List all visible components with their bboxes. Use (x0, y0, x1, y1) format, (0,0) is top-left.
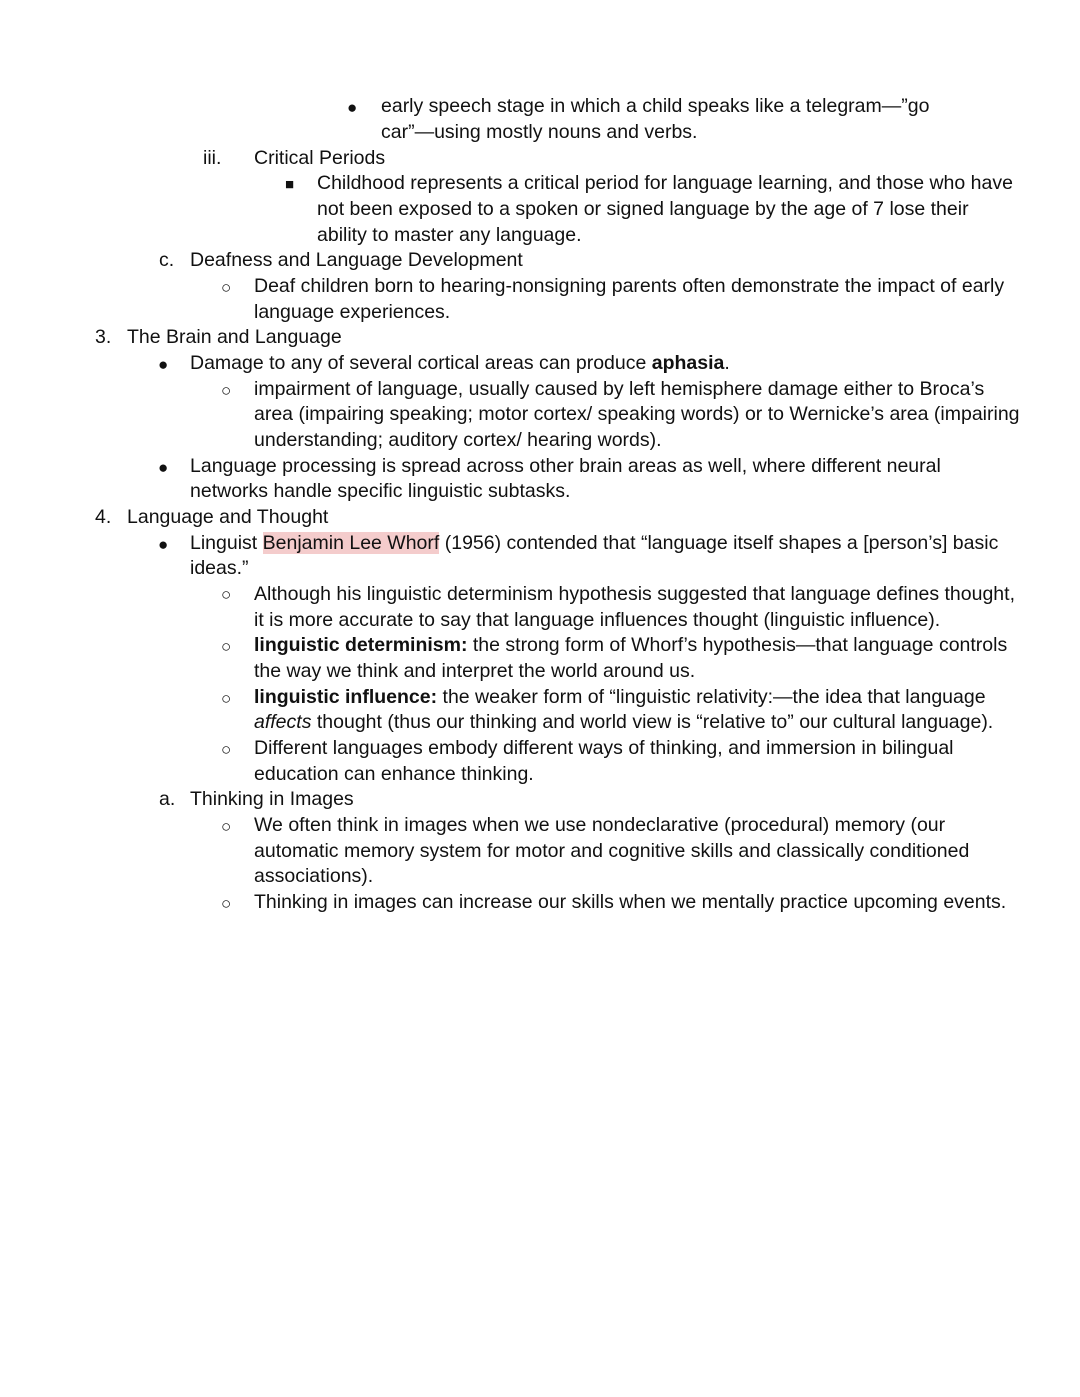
list-item-line: associations). (254, 865, 374, 887)
text-run: Damage to any of several cortical areas can produce (190, 352, 652, 374)
list-item-line: networks handle specific linguistic subtasks. (190, 480, 571, 502)
text-run: . (724, 352, 730, 374)
text-run: thought (thus our thinking and world view is “relative to” our cultural language). (311, 711, 994, 733)
list-item-heading: Critical Periods (254, 147, 386, 169)
list-item-line (190, 531, 998, 557)
list-item-line (254, 633, 1007, 659)
list-item-line: ability to master any language. (317, 224, 582, 246)
list-marker-letter: c. (159, 249, 175, 271)
list-item-line: not been exposed to a spoken or signed language by the age of 7 lose their (317, 198, 969, 220)
emphasis-affects: affects (254, 711, 312, 733)
list-item-line: ideas.” (190, 557, 249, 579)
bullet-circle-icon: ○ (221, 381, 232, 400)
list-item-line: Childhood represents a critical period for language learning, and those who have (317, 172, 1013, 194)
section-heading: The Brain and Language (127, 326, 342, 348)
highlighted-name: Benjamin Lee Whorf (262, 532, 440, 554)
bullet-circle-icon: ○ (221, 740, 232, 759)
list-item-line: car”—using mostly nouns and verbs. (381, 121, 698, 143)
section-heading: Language and Thought (127, 506, 329, 528)
list-item-line: Although his linguistic determinism hypothesis suggested that language defines thought, (254, 583, 1015, 605)
term-linguistic-influence: linguistic influence: (254, 686, 438, 708)
bullet-circle-icon: ○ (221, 637, 232, 656)
list-item-line (190, 351, 730, 377)
bullet-circle-icon: ○ (221, 278, 232, 297)
list-item-line (254, 685, 986, 711)
bullet-circle-icon: ○ (221, 894, 232, 913)
list-item-line: early speech stage in which a child speaks like a telegram—”go (381, 95, 930, 117)
bullet-circle-icon: ○ (221, 817, 232, 836)
bullet-circle-icon: ○ (221, 585, 232, 604)
list-item-line: area (impairing speaking; motor cortex/ speaking words) or to Wernicke’s area (impairing (254, 403, 1020, 425)
list-item-heading: Thinking in Images (190, 788, 354, 810)
list-item-line: education can enhance thinking. (254, 763, 534, 785)
text-run: the weaker form of “linguistic relativity:—the idea that language (437, 686, 986, 708)
list-item-line: We often think in images when we use nondeclarative (procedural) memory (our (254, 814, 946, 836)
bullet-disc-icon: ● (158, 535, 169, 554)
list-item-heading: Deafness and Language Development (190, 249, 523, 271)
list-item-line: Different languages embody different ways of thinking, and immersion in bilingual (254, 737, 954, 759)
term-linguistic-determinism: linguistic determinism: (254, 634, 468, 656)
list-item-line (254, 710, 993, 736)
text-run: (1956) contended that “language itself shapes a [person’s] basic (439, 532, 999, 554)
list-marker-roman: iii. (203, 147, 222, 169)
list-item-line: Thinking in images can increase our skills when we mentally practice upcoming events. (254, 891, 1007, 913)
list-item-line: automatic memory system for motor and cognitive skills and classically conditioned (254, 840, 970, 862)
list-marker-number: 3. (95, 326, 112, 348)
list-item-line: impairment of language, usually caused by left hemisphere damage either to Broca’s (254, 378, 985, 400)
text-run: Linguist (190, 532, 263, 554)
term-aphasia: aphasia (651, 352, 725, 374)
list-item-line: the way we think and interpret the world around us. (254, 660, 696, 682)
list-marker-number: 4. (95, 506, 112, 528)
list-item-line: understanding; auditory cortex/ hearing words). (254, 429, 662, 451)
bullet-square-icon: ■ (285, 176, 295, 193)
list-marker-letter: a. (159, 788, 176, 810)
text-run: the strong form of Whorf’s hypothesis—that language controls (467, 634, 1008, 656)
bullet-disc-icon: ● (158, 355, 169, 374)
bullet-disc-icon: ● (158, 458, 169, 477)
list-item-line: Language processing is spread across other brain areas as well, where different neural (190, 455, 941, 477)
list-item-line: language experiences. (254, 301, 451, 323)
bullet-disc-icon: ● (347, 98, 358, 117)
bullet-circle-icon: ○ (221, 689, 232, 708)
list-item-line: it is more accurate to say that language influences thought (linguistic influence). (254, 609, 941, 631)
list-item-line: Deaf children born to hearing-nonsigning parents often demonstrate the impact of early (254, 275, 1005, 297)
